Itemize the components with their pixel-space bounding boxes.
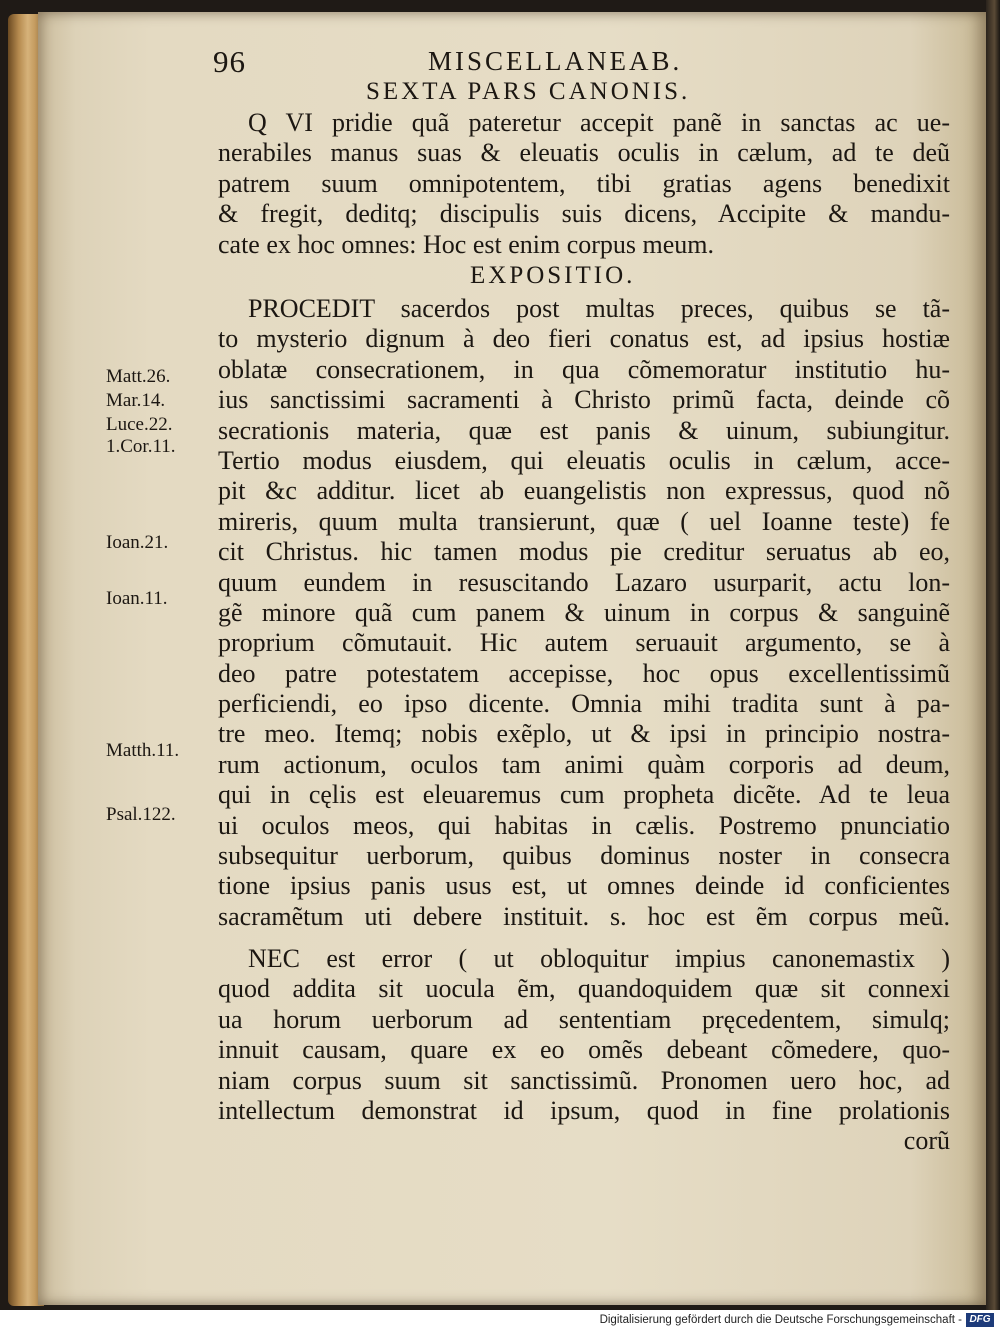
- section-heading-expositio: EXPOSITIO.: [470, 262, 636, 289]
- text-line: PROCEDIT sacerdos post multas preces, quibus se tã-: [248, 294, 950, 323]
- exposition-text-block: [218, 294, 950, 932]
- text-line: & fregit, deditq; discipulis suis dicens, Accipite & mandu-: [218, 199, 950, 229]
- funding-credit: Digitalisierung gefördert durch die Deutsche Forschungsgemeinschaft -: [599, 1314, 962, 1326]
- margin-note: Ioan.11.: [106, 588, 168, 609]
- text-line: oblatæ consecrationem, in qua cõmemoratur institutio hu-: [218, 354, 950, 384]
- text-line: ua horum uerborum ad sententiam pręcedentem, simulq;: [218, 1004, 950, 1034]
- text-line: tione ipsius panis usus est, ut omnes deinde id conficientes: [218, 871, 950, 901]
- section-heading-canon: SEXTA PARS CANONIS.: [366, 78, 691, 105]
- text-line: tre meo. Itemq; nobis exẽplo, ut & ipsi in principio nostra-: [218, 719, 950, 749]
- text-line: to mysterio dignum à deo fieri conatus est, ad ipsius hostiæ: [218, 324, 950, 354]
- paragraph-two-block: [218, 944, 950, 1157]
- text-line: nerabiles manus suas & eleuatis oculis in cælum, ad te deũ: [218, 138, 950, 168]
- margin-note: Psal.122.: [106, 804, 176, 825]
- text-line: patrem suum omnipotentem, tibi gratias agens benedixit: [218, 168, 950, 198]
- binding-shadow: [986, 0, 1000, 1310]
- margin-note: Ioan.21.: [106, 532, 169, 553]
- text-line: niam corpus suum sit sanctissimũ. Pronomen uero hoc, ad: [218, 1065, 950, 1095]
- text-line: intellectum demonstrat id ipsum, quod in fine prolationis: [218, 1095, 950, 1125]
- text-line: innuit causam, quare ex eo omẽs debeant cõmedere, quo-: [218, 1035, 950, 1065]
- margin-note: Luce.22.: [106, 414, 173, 435]
- text-line: perficiendi, eo ipso dicente. Omnia mihi tradita sunt à pa-: [218, 689, 950, 719]
- text-line: mireris, quum multa transierunt, quæ ( uel Ioanne teste) fe: [218, 506, 950, 536]
- canon-text-block: [218, 108, 950, 260]
- text-line: rum actionum, oculos tam animi quàm corporis ad deum,: [218, 749, 950, 779]
- text-line: quod addita sit uocula ẽm, quandoquidem quæ sit connexi: [218, 974, 950, 1004]
- text-line: ui oculos meos, qui habitas in cælis. Postremo pnunciatio: [218, 810, 950, 840]
- running-title: MISCELLANEAB.: [428, 46, 683, 76]
- catchword: corũ: [903, 1126, 950, 1156]
- text-line: subsequitur uerborum, quibus dominus noster in consecra: [218, 841, 950, 871]
- text-line: cate ex hoc omnes: Hoc est enim corpus meum.: [218, 229, 715, 259]
- dfg-logo-icon: DFG: [966, 1313, 994, 1327]
- text-line: ius sanctissimi sacramenti à Christo primũ facta, deinde cõ: [218, 385, 950, 415]
- text-line: qui in cęlis est eleuaremus cum propheta dicẽte. Ad te leua: [218, 780, 950, 810]
- margin-note: Matt.26.: [106, 366, 171, 387]
- text-line: pit &c additur. licet ab euangelistis non expressus, quod nõ: [218, 476, 950, 506]
- text-line: deo patre potestatem accepisse, hoc opus excellentissimũ: [218, 658, 950, 688]
- text-line: cit Christus. hic tamen modus pie creditur seruatus ab eo,: [218, 537, 950, 567]
- text-line: Q VI pridie quã pateretur accepit panẽ in sanctas ac ue-: [248, 108, 950, 137]
- page-number: 96: [213, 44, 246, 79]
- text-line: quum eundem in resuscitando Lazaro usurparit, actu lon-: [218, 567, 950, 597]
- text-line: Tertio modus eiusdem, qui eleuatis oculis in cælum, acce-: [218, 445, 950, 475]
- margin-note: Mar.14.: [106, 390, 166, 411]
- text-line: gẽ minore quã cum panem & uinum in corpus & sanguinẽ: [218, 597, 950, 627]
- text-line: proprium cõmutauit. Hic autem seruauit argumento, se à: [218, 628, 950, 658]
- footer-bar: [0, 1310, 1000, 1331]
- margin-note: Matth.11.: [106, 740, 180, 761]
- margin-note: 1.Cor.11.: [106, 436, 176, 457]
- text-line: NEC est error ( ut obloquitur impius canonemastix ): [248, 944, 950, 973]
- text-line: sacramẽtum uti debere instituit. s. hoc est ẽm corpus meũ.: [218, 901, 950, 931]
- text-line: secrationis materia, quæ est panis & uinum, subiungitur.: [218, 415, 950, 445]
